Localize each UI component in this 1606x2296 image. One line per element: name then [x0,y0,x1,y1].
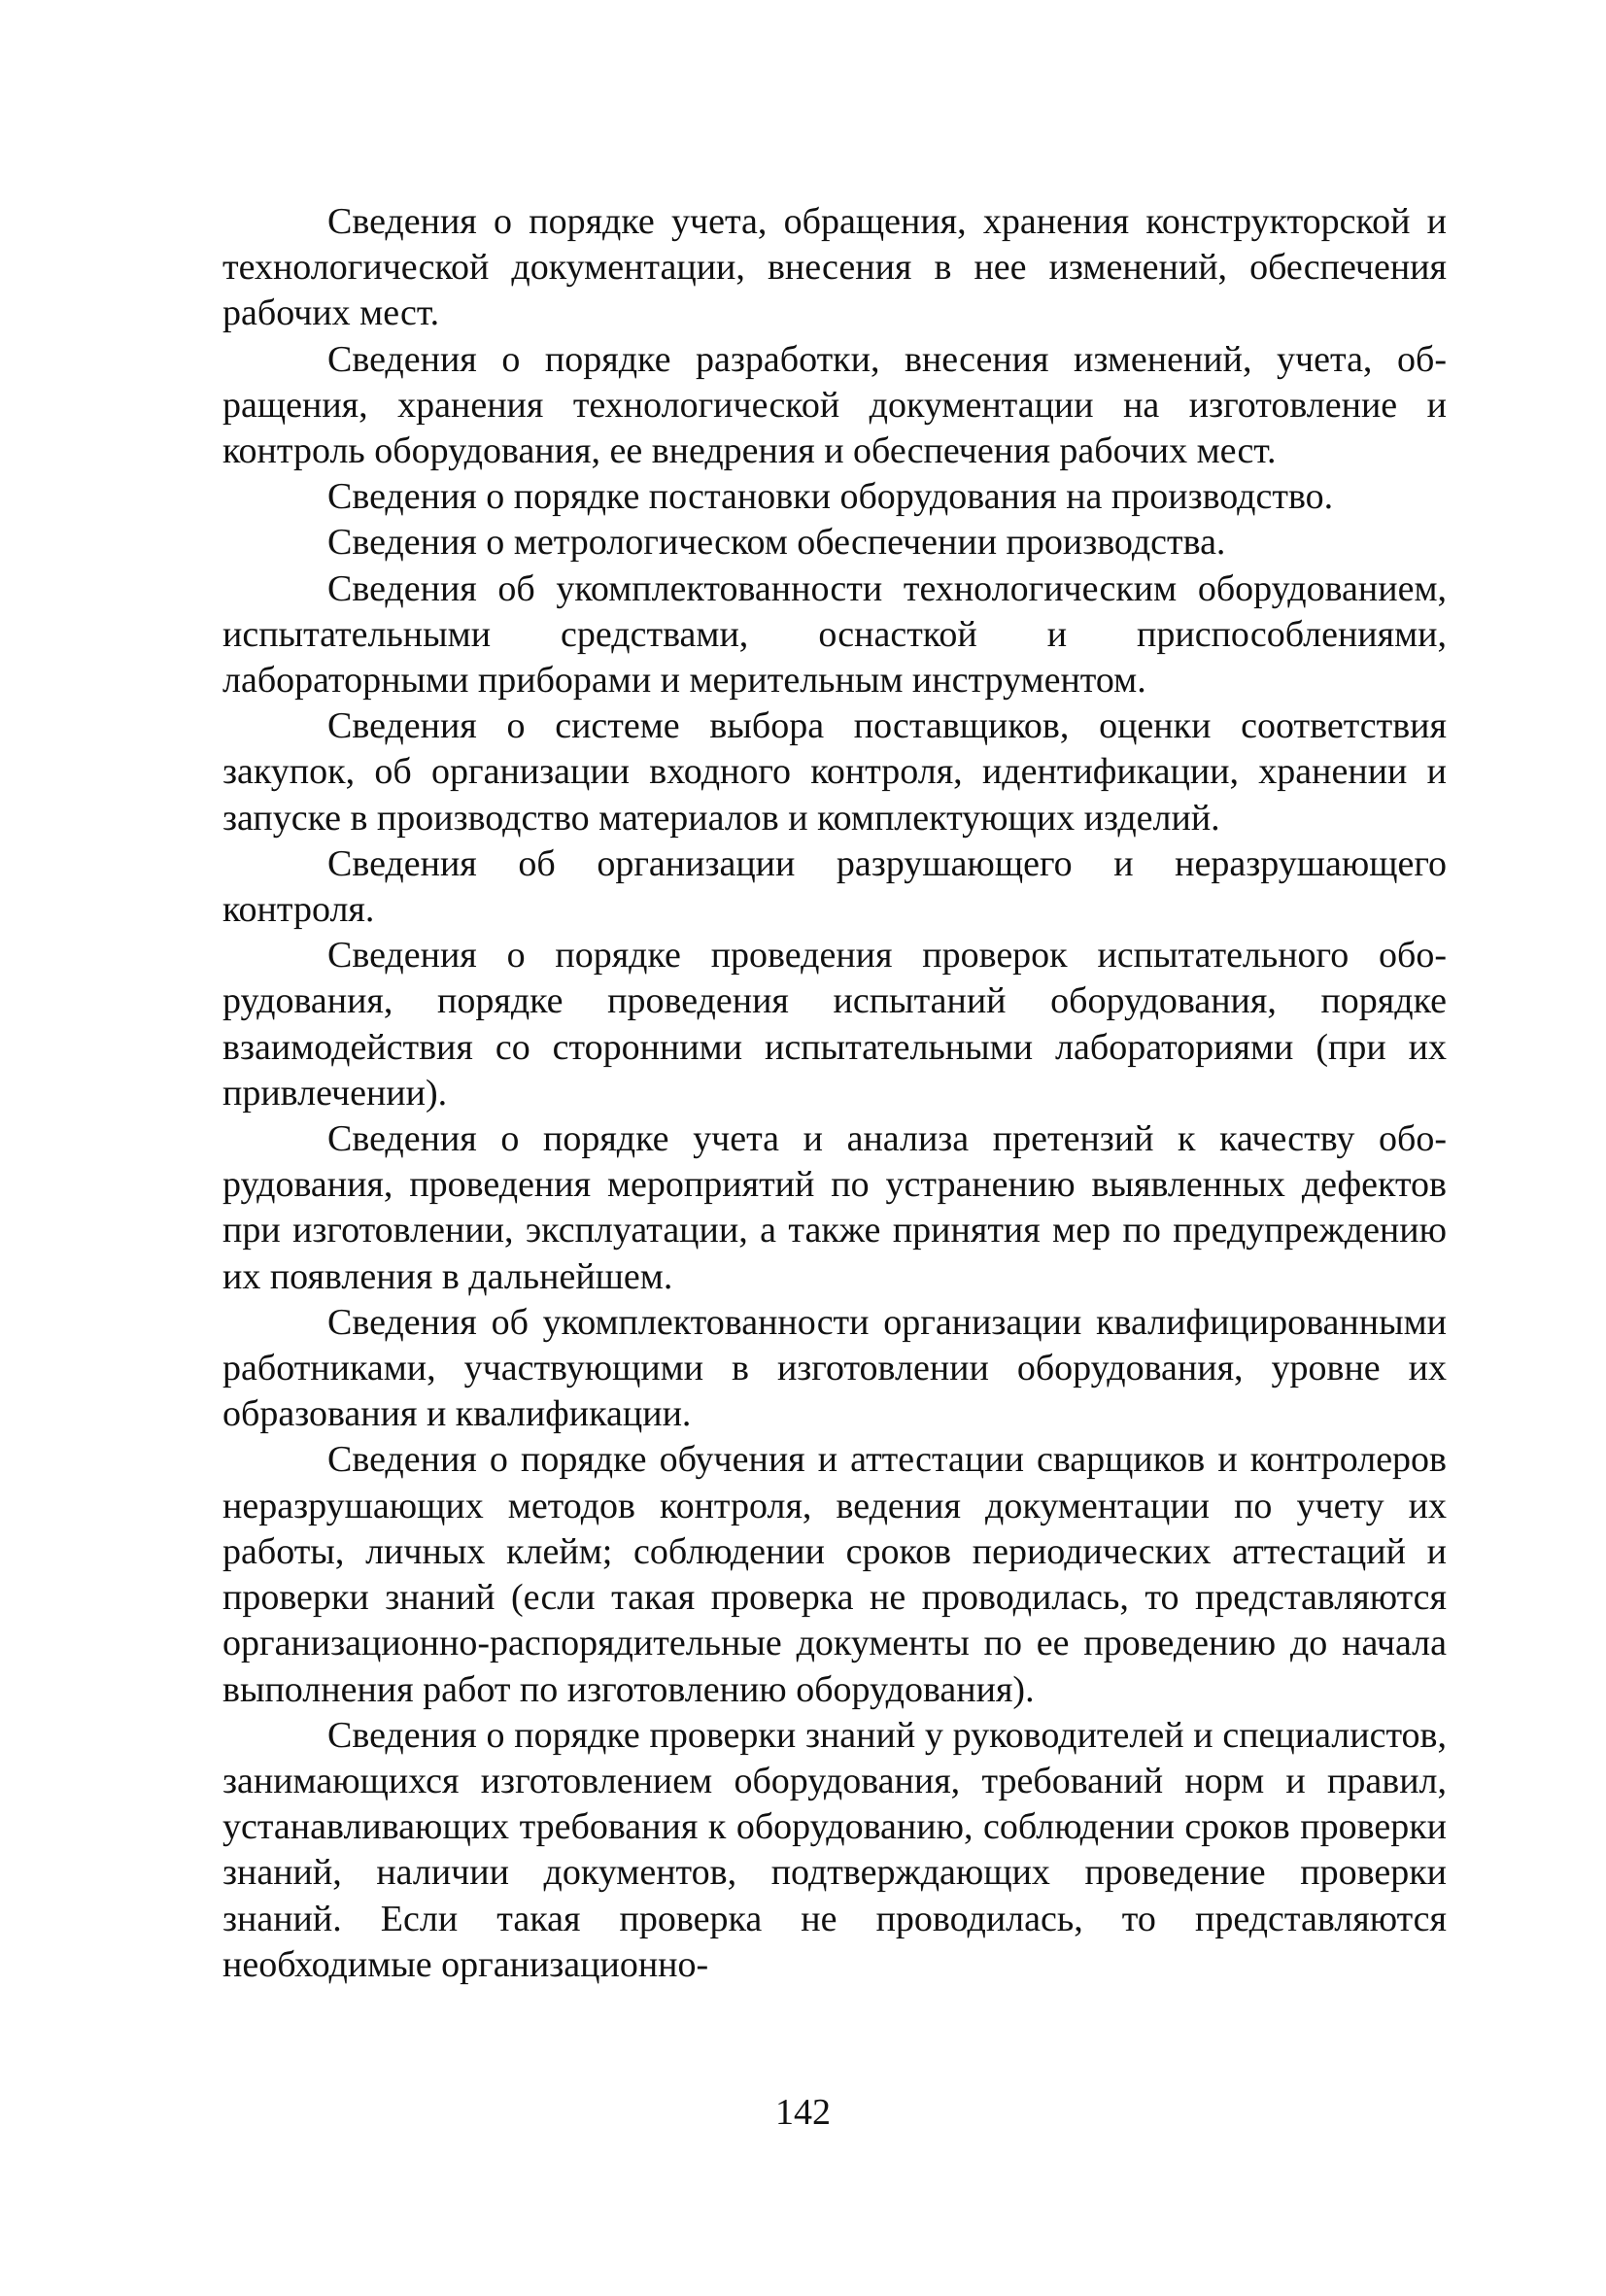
paragraph-5: Сведения об укомплектованности технологическим оборудованием, испытательными средствами, оснасткой и приспособлениями, лабораторными приборами и мерительным инструментом. [222,567,1447,702]
paragraph-4: Сведения о метрологическом обеспечении производства. [327,522,1226,564]
paragraph-6: Сведения о системе выбора поставщиков, оценки соответствия закупок, об организации входного контроля, идентификации, хранении и запуске в производство материалов и комплектующих изделий. [222,705,1447,839]
paragraph-10: Сведения об укомплектованности организации квалифицированными работниками, участвующими в изготовлении оборудования, уровне их образования и квалификации. [222,1301,1447,1435]
paragraph-3: Сведения о порядке постановки оборудования на производство. [327,476,1334,518]
paragraph-8: Сведения о порядке проведения проверок испытательного оборудования, порядке проведения испытаний оборудования, порядке взаимодействия со сторонними испытательными лабораториями (при их привлечении). [222,935,1447,1114]
paragraph-9: Сведения о порядке учета и анализа претензий к качеству оборудования, проведения мероприятий по устранению выявленных дефектов при изготовлении, эксплуатации, а также принятия мер по предупреждению их появления в дальнейшем. [222,1118,1447,1297]
body-text [222,199,1447,1988]
paragraph-1: Сведения о порядке учета, обращения, хранения конструкторской и технологической документации, внесения в нее изменений, обеспечения рабочих мест. [222,201,1447,334]
page-number: 142 [775,2092,831,2133]
paragraph-7: Сведения об организации разрушающего и неразрушающего контроля. [222,842,1447,931]
paragraph-12: Сведения о порядке проверки знаний у руководителей и специалистов, занимающихся изготовлением оборудования, требований норм и правил, устанавливающих требования к оборудованию, соблюдении сроков проверки знаний, наличии документов, подтверждающих проведение проверки знаний. Если такая проверка не проводилась, то представляются необходимые организационно- [222,1714,1447,1985]
paragraph-2: Сведения о порядке разработки, внесения изменений, учета, обращения, хранения технологической документации на изготовление и контроль оборудования, ее внедрения и обеспечения рабочих мест. [222,338,1447,472]
paragraph-11: Сведения о порядке обучения и аттестации сварщиков и контролеров неразрушающих методов контроля, ведения документации по учету их работы, личных клейм; соблюдении сроков периодических аттестаций и проверки знаний (если такая проверка не проводилась, то представляются организационно-распорядительные документы по ее проведению до начала выполнения работ по изготовлению оборудования). [222,1439,1447,1710]
